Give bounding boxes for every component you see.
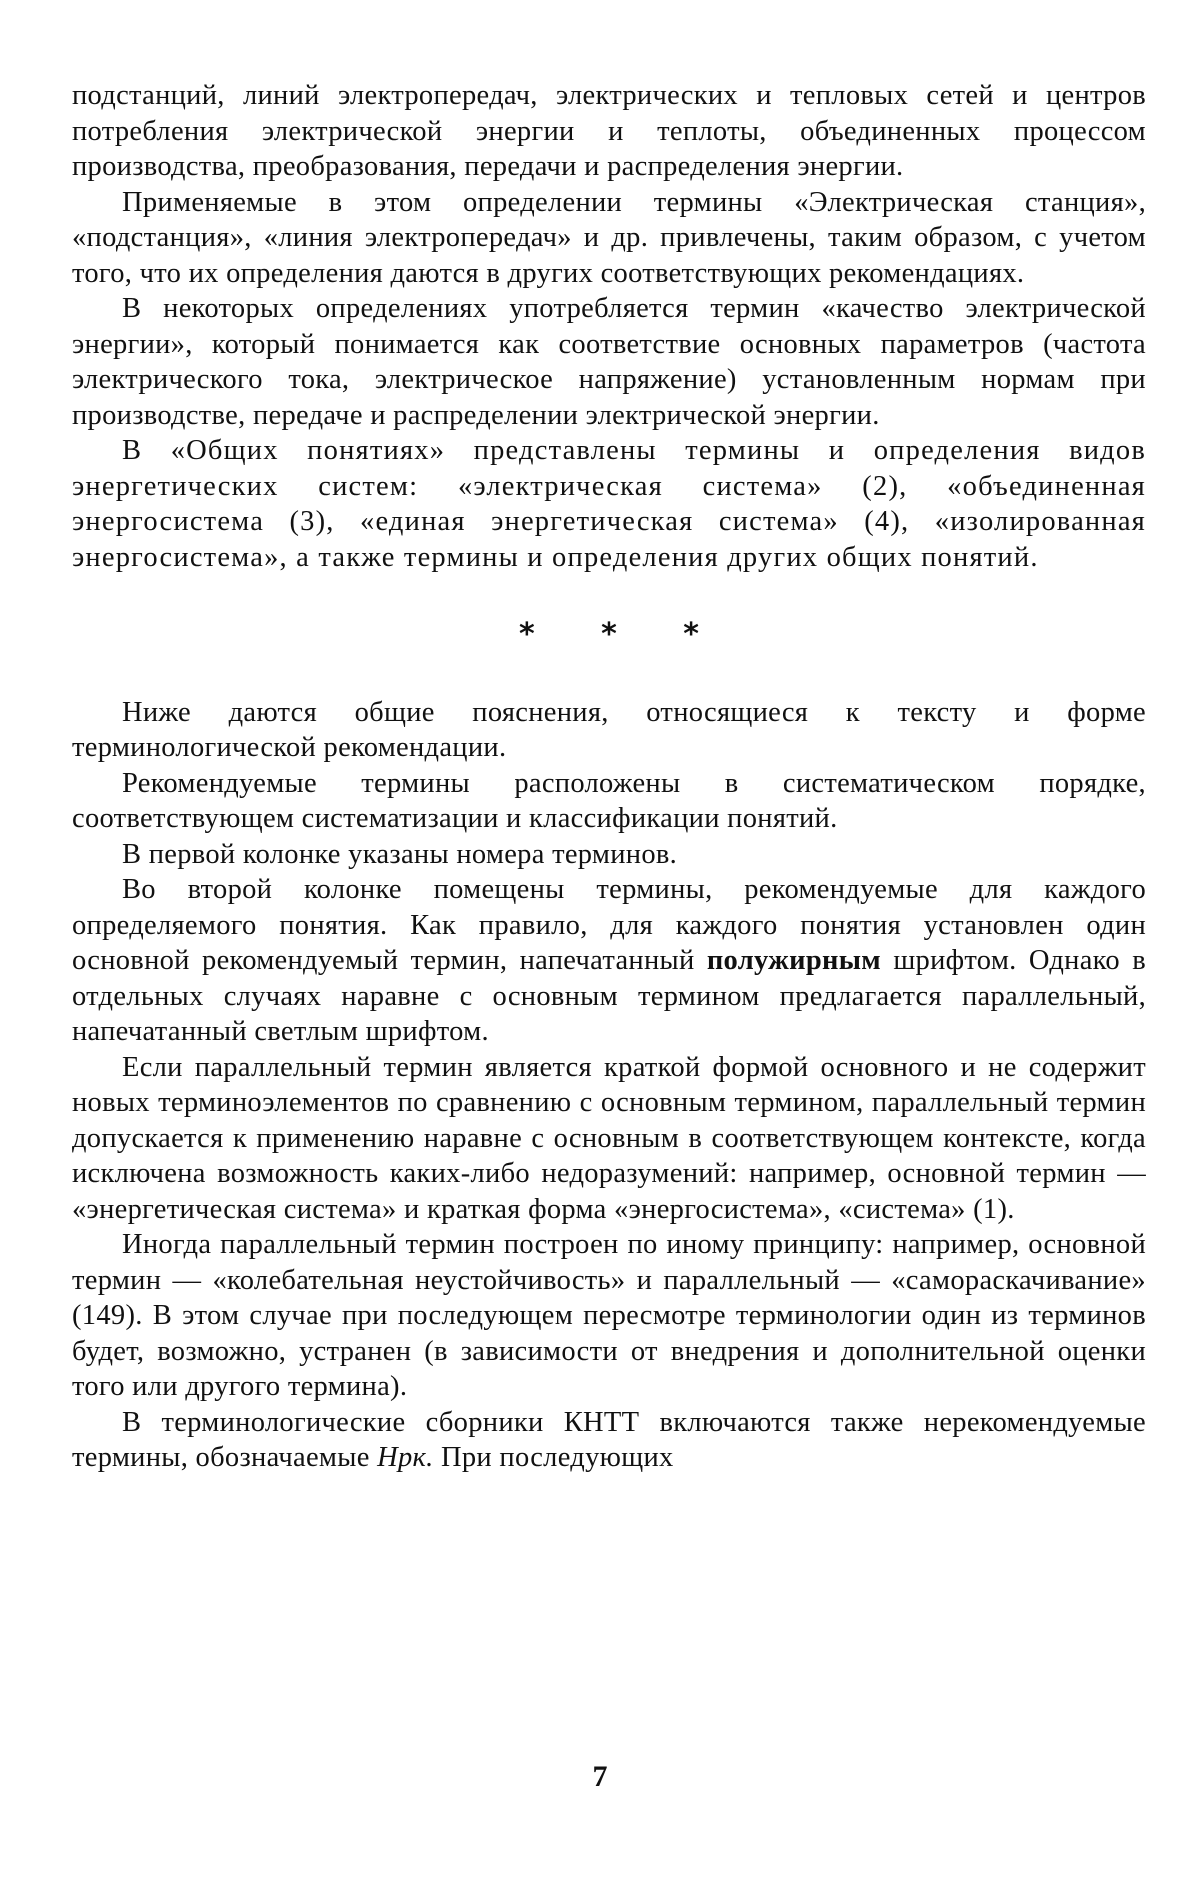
page-number: 7: [592, 1760, 608, 1793]
bold-word: полужирным: [706, 945, 882, 976]
paragraph: Иногда параллельный термин построен по иному принципу: например, основной термин — «колебательная неустойчивость» и параллельный — «самораскачивание» (149). В этом случае при последующем пересмотре терминологии один из терминов будет, возможно, устранен (в зависимости от внедрения и дополнительной оценки того или другого термина).: [72, 1229, 1146, 1402]
paragraph-text: Во второй колонке помещены термины, рекомендуемые для каждого определяемого понятия. Как правило, для каждого понятия установлен один основной рекомендуемый термин, напечатанный: [72, 874, 1146, 976]
paragraph: [72, 872, 1146, 1050]
paragraph: В некоторых определениях употребляется термин «качество электрической энергии», который понимается как соответствие основных параметров (частота электрического тока, электрическое напряжение) установленным нормам при производстве, передаче и распределении электрической энергии.: [72, 293, 1146, 431]
paragraph: В «Общих понятиях» представлены термины и определения видов энергетических систем: «электрическая система» (2), «объединенная энергосистема (3), «единая энергетическая система» (4), «изолированная энергосистема», а также термины и определения других общих понятий.: [72, 435, 1146, 573]
paragraph-text: В терминологические сборники КНТТ включаются также нерекомендуемые термины, обозначаемые: [72, 1406, 1146, 1473]
paragraph: Если параллельный термин является краткой формой основного и не содержит новых терминоэлементов по сравнению с основным термином, параллельный термин допускается к применению наравне с основным в соответствующем контексте, когда исключена возможность каких-либо недоразумений: например, основной термин — «энергетическая система» и краткая форма «энергосистема», «система» (1).: [72, 1051, 1146, 1225]
document-page: [72, 78, 1146, 1476]
paragraph: Ниже даются общие пояснения, относящиеся к тексту и форме терминологической рекомендации.: [72, 696, 1146, 763]
paragraph: [72, 1405, 1146, 1476]
paragraph-text: шрифтом. Однако в отдельных случаях наравне с основным термином предлагается параллельный, напечатанный светлым шрифтом.: [72, 945, 1146, 1047]
paragraph: Рекомендуемые термины расположены в систематическом порядке, соответствующем систематизации и классификации понятий.: [72, 767, 1146, 834]
paragraph-text: При последующих: [433, 1442, 674, 1473]
paragraph: Применяемые в этом определении термины «Электрическая станция», «подстанция», «линия электропередач» и др. привлечены, таким образом, с учетом того, что их определения даются в других соответствующих рекомендациях.: [72, 186, 1146, 289]
section-separator: * * *: [519, 617, 727, 652]
italic-abbreviation: Нрк.: [377, 1442, 434, 1473]
paragraph-continued: подстанций, линий электропередач, электрических и тепловых сетей и центров потребления электрической энергии и теплоты, объединенных процессом производства, преобразования, передачи и распределения энергии.: [72, 80, 1146, 182]
paragraph: В первой колонке указаны номера терминов.: [122, 838, 678, 870]
